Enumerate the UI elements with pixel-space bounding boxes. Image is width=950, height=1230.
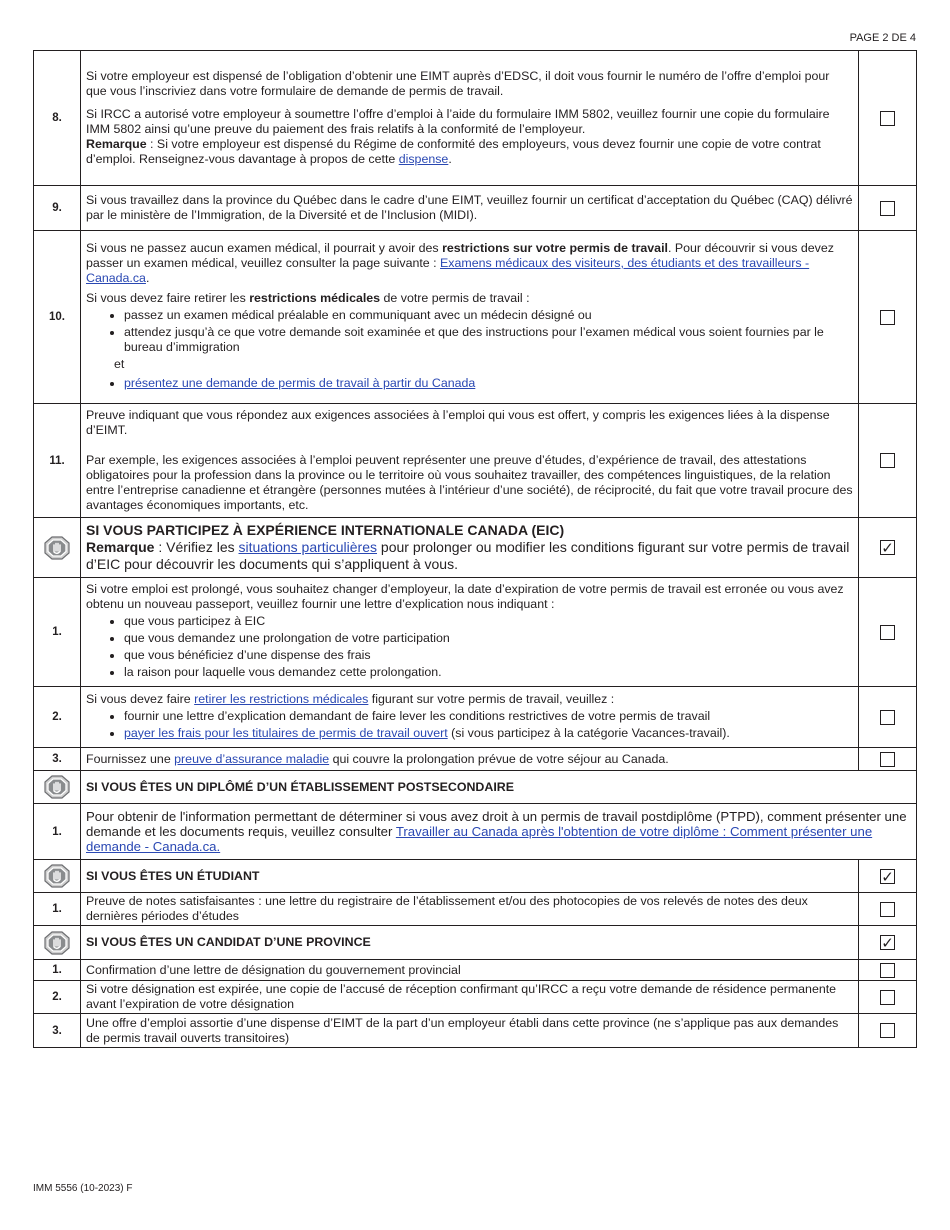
text-span: . — [145, 271, 150, 285]
checklist-row-provincial-2 — [34, 981, 917, 1014]
section-header-graduate — [34, 771, 917, 804]
text-span: (si vous participez à la catégorie Vacances-travail). — [447, 725, 730, 740]
checklist-row-student-1 — [34, 893, 917, 926]
stop-hand-icon — [43, 536, 71, 560]
checkbox-student-section[interactable]: ✓ — [881, 868, 894, 886]
section-icon-cell — [34, 518, 81, 578]
row-paragraph: Si IRCC a autorisé votre employeur à soumettre l’offre d’emploi à l’aide du formulaire IMM 5802, veuillez fournir une copie du formulaire IMM 5802 ainsi qu’une preuve du paiement des frais relatifs à la conformité de l’employeur. — [86, 107, 830, 136]
row-number: 8. — [34, 51, 81, 186]
row-paragraph: Preuve indiquant que vous répondez aux exigences associées à l’emploi qui vous est offert, y compris les exigences liées à la dispense d’EIMT. — [86, 408, 830, 437]
checkbox-eic-section[interactable]: ✓ — [881, 540, 894, 558]
checkbox-provincial-2[interactable] — [880, 990, 895, 1005]
text-span: Si vous ne passez aucun examen médical, il pourrait y avoir des — [86, 241, 443, 255]
row-content — [81, 981, 859, 1014]
section-icon-cell — [34, 860, 81, 893]
checkbox-student-1[interactable] — [880, 902, 895, 917]
checklist-row-9 — [34, 186, 917, 231]
row-content — [81, 804, 917, 860]
row-number: 1. — [34, 578, 81, 687]
checkbox-row-10[interactable] — [880, 310, 895, 325]
checklist-row-grad-1 — [34, 804, 917, 860]
row-paragraph: Si vous travaillez dans la province du Québec dans le cadre d’une EIMT, veuillez fournir un certificat d’acceptation du Québec (CAQ) délivré par le ministère de l’Immigration, de la Diversité et de l’Inclusion (MIDI). — [86, 193, 853, 222]
row-number: 9. — [34, 186, 81, 231]
dispense-link[interactable]: dispense — [398, 152, 449, 166]
stop-hand-icon — [43, 775, 71, 799]
row-content — [81, 186, 859, 231]
checkbox-row-9[interactable] — [880, 201, 895, 216]
row-number: 3. — [34, 748, 81, 771]
checklist-row-provincial-1 — [34, 960, 917, 981]
row-paragraph: Confirmation d’une lettre de désignation du gouvernement provincial — [86, 962, 461, 977]
checklist-row-eic-3 — [34, 748, 917, 771]
checkbox-provincial-1[interactable] — [880, 963, 895, 978]
checklist-row-eic-1 — [34, 578, 917, 687]
health-insurance-link[interactable]: preuve d’assurance maladie — [174, 751, 330, 766]
checklist-row-11 — [34, 404, 917, 518]
row-paragraph: Si votre employeur est dispensé de l’obligation d’obtenir une EIMT auprès d’EDSC, il doit vous fournir le numéro de l’offre d’emploi pour que vous l’inscriviez dans votre formulaire de demande de permis de travail. — [86, 69, 830, 98]
remark-end: . — [448, 152, 452, 166]
row-number: 1. — [34, 960, 81, 981]
remark-text: : Si votre employeur est dispensé du Régime de conformité des employeurs, vous devez fournir une copie de votre contrat d’emploi. Renseignez-vous davantage à propos de cette — [86, 137, 821, 166]
list-item: • que vous participez à EIC — [124, 614, 853, 629]
checkbox-eic-2[interactable] — [880, 710, 895, 725]
bullet-list — [86, 376, 853, 391]
row-paragraph — [86, 752, 853, 767]
list-item: • fournir une lettre d’explication demandant de faire lever les conditions restrictives de votre permis de travail — [124, 709, 853, 724]
section-icon-cell — [34, 926, 81, 960]
text-span: de votre permis de travail : — [380, 291, 530, 305]
row-paragraph: Si votre emploi est prolongé, vous souhaitez changer d’employeur, la date d’expiration de votre permis de travail est erronée ou vous avez obtenu un nouveau passeport, veuillez fournir une lettre d’explication nous indiquant : — [86, 582, 844, 611]
checkbox-row-8[interactable] — [880, 111, 895, 126]
bullet-list — [86, 308, 853, 355]
special-situations-link[interactable]: situations particulières — [238, 539, 378, 555]
checkbox-eic-1[interactable] — [880, 625, 895, 640]
checklist-row-10 — [34, 231, 917, 404]
row-paragraph: Par exemple, les exigences associées à l’emploi peuvent représenter une preuve d’études, d’expérience de travail, des attestations obligatoires pour la profession dans la province ou le territoire où vous souhaitez travailler, des compétences linguistiques, de la relation entre l’entreprise canadienne et étrangère (personnes mutées à l’intérieur d’une société), de réciprocité, du fait que votre travail procure des avantages économiques importants, etc. — [86, 453, 853, 512]
checklist-row-8 — [34, 51, 917, 186]
section-title: SI VOUS ÊTES UN ÉTUDIANT — [81, 860, 859, 893]
row-number: 1. — [34, 804, 81, 860]
eic-remark — [86, 539, 853, 573]
checkbox-provincial-3[interactable] — [880, 1023, 895, 1038]
text-span: Si vous devez faire — [86, 691, 195, 706]
row-content — [81, 687, 859, 748]
checkbox-eic-3[interactable] — [880, 752, 895, 767]
page-number: PAGE 2 DE 4 — [849, 32, 916, 44]
row-number: 2. — [34, 981, 81, 1014]
checklist-row-provincial-3 — [34, 1014, 917, 1048]
work-permit-inside-canada-link[interactable]: présentez une demande de permis de travail à partir du Canada — [124, 376, 476, 390]
medical-exams-link[interactable]: Examens médicaux des visiteurs, des étudiants et des travailleurs - Canada.ca — [86, 256, 810, 285]
row-paragraph: Une offre d’emploi assortie d’une dispense d’EIMT de la part d’un employeur établi dans cette province (ne s’applique pas aux demandes de permis travail ouverts transitoires) — [86, 1015, 839, 1045]
section-title: SI VOUS PARTICIPEZ À EXPÉRIENCE INTERNATIONALE CANADA (EIC) — [86, 522, 565, 538]
checklist-row-eic-2 — [34, 687, 917, 748]
checkbox-provincial-section[interactable]: ✓ — [881, 935, 894, 953]
list-item: • attendez jusqu’à ce que votre demande soit examinée et que des instructions pour l’examen médical vous soient fournies par le bureau d’immigration — [124, 325, 853, 355]
text-span: Pour obtenir de l'information permettant de déterminer si vous avez droit à un permis de travail postdiplôme (PTPD), comment présenter une demande et les documents requis, veuillez consulter — [86, 809, 907, 839]
open-work-permit-fees-link[interactable]: payer les frais pour les titulaires de permis de travail ouvert — [124, 725, 448, 740]
text-span: : Vérifiez les — [154, 539, 239, 555]
remark-label: Remarque — [86, 539, 155, 555]
row-paragraph — [86, 241, 853, 286]
list-item: • que vous demandez une prolongation de votre participation — [124, 631, 853, 646]
and-text: et — [114, 357, 125, 371]
list-item: • passez un examen médical préalable en communiquant avec un médecin désigné ou — [124, 308, 853, 323]
text-span: . Pour découvrir si vous devez passer un examen médical, veuillez consulter la page suivante : — [86, 241, 834, 270]
row-number: 3. — [34, 1014, 81, 1048]
checkbox-row-11[interactable] — [880, 453, 895, 468]
section-title: SI VOUS ÊTES UN DIPLÔMÉ D’UN ÉTABLISSEMENT POSTSECONDAIRE — [81, 771, 917, 804]
row-paragraph — [86, 809, 911, 854]
row-content — [81, 893, 859, 926]
document-checklist-table — [33, 50, 917, 1048]
row-content — [81, 960, 859, 981]
section-icon-cell — [34, 771, 81, 804]
section-header-provincial — [34, 926, 917, 960]
section-title: SI VOUS ÊTES UN CANDIDAT D’UNE PROVINCE — [81, 926, 859, 960]
row-number: 2. — [34, 687, 81, 748]
row-content — [81, 748, 859, 771]
bold-text: restrictions sur votre permis de travail — [442, 241, 668, 255]
text-span: figurant sur votre permis de travail, veuillez : — [368, 691, 615, 706]
list-item — [124, 376, 853, 391]
row-paragraph: Preuve de notes satisfaisantes : une lettre du registraire de l’établissement et/ou des photocopies de vos relevés de notes des deux dernières périodes d’études — [86, 894, 808, 923]
row-content — [81, 404, 859, 518]
form-code: IMM 5556 (10-2023) F — [33, 1183, 133, 1194]
row-number: 11. — [34, 404, 81, 518]
row-content — [81, 578, 859, 687]
row-paragraph — [86, 291, 853, 306]
text-span: qui couvre la prolongation prévue de votre séjour au Canada. — [329, 751, 669, 766]
text-span: pour prolonger ou modifier les conditions figurant sur votre permis de travail d’EIC pour découvrir les documents qui s’appliquent à vous. — [86, 539, 850, 572]
remark-label: Remarque — [86, 137, 147, 151]
work-after-graduation-link[interactable]: Travailler au Canada après l'obtention de votre diplôme : Comment présenter une demande - Canada.ca. — [86, 824, 873, 854]
bullet-list — [86, 709, 853, 741]
row-number: 1. — [34, 893, 81, 926]
bold-text: restrictions médicales — [249, 291, 381, 305]
row-content — [81, 1014, 859, 1048]
remove-medical-restrictions-link[interactable]: retirer les restrictions médicales — [194, 691, 369, 706]
text-span: Fournissez une — [86, 751, 175, 766]
section-header-student — [34, 860, 917, 893]
row-content — [81, 231, 859, 404]
section-header-eic — [34, 518, 917, 578]
row-content — [81, 51, 859, 186]
row-number: 10. — [34, 231, 81, 404]
row-paragraph: Si votre désignation est expirée, une copie de l’accusé de réception confirmant qu’IRCC a reçu votre demande de résidence permanente avant l’expiration de votre désignation — [86, 982, 837, 1011]
stop-hand-icon — [43, 931, 71, 955]
row-paragraph — [86, 692, 853, 707]
list-item — [124, 726, 853, 741]
text-span: Si vous devez faire retirer les — [86, 291, 250, 305]
list-item: • que vous bénéficiez d’une dispense des frais — [124, 648, 853, 663]
list-item: • la raison pour laquelle vous demandez cette prolongation. — [124, 665, 853, 680]
remark-paragraph — [86, 137, 853, 167]
bullet-list — [86, 614, 853, 680]
section-header-content — [81, 518, 859, 578]
stop-hand-icon — [43, 864, 71, 888]
